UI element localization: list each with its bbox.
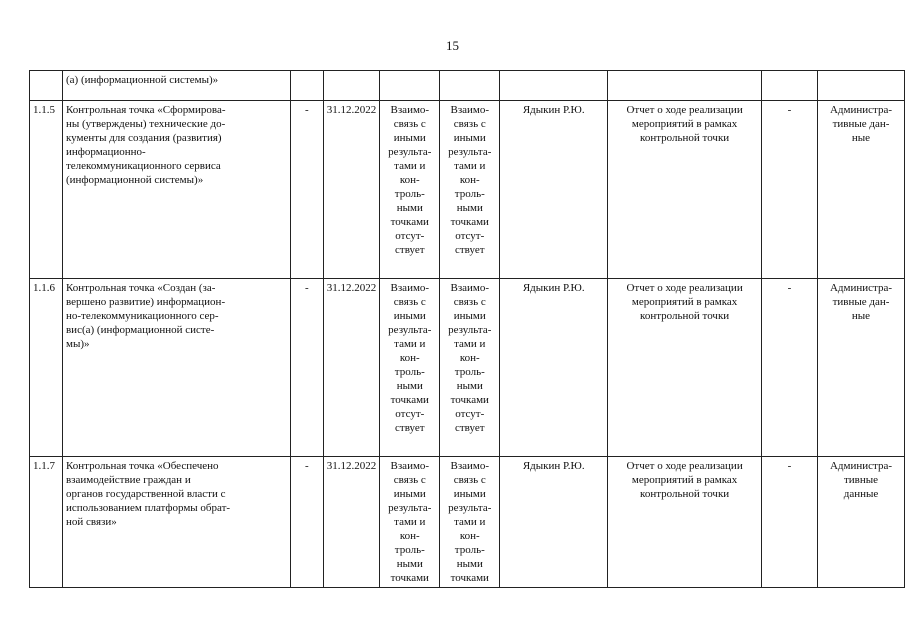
cell-link-out: Взаимо- связь с иными результа- тами и кон- троль- ными точками отсут- ствует — [440, 101, 500, 279]
cell-name: Контрольная точка «Сформирова- ны (утверждены) технические до- кументы для создания (развития) информационно- телекоммуникационного сервиса (информационной системы)» — [62, 101, 290, 279]
cell-dash: - — [762, 279, 818, 457]
cell-source: Администра- тивные дан- ные — [817, 279, 904, 457]
cell-link-in: Взаимо- связь с иными результа- тами и кон- троль- ными точками отсут- ствует — [380, 279, 440, 457]
cell-date: 31.12.2022 — [323, 101, 380, 279]
cell-person: Ядыкин Р.Ю. — [500, 279, 608, 457]
cell-link-out: Взаимо- связь с иными результа- тами и кон- троль- ными точками — [440, 457, 500, 588]
cell-link-in: Взаимо- связь с иными результа- тами и кон- троль- ными точками — [380, 457, 440, 588]
cell-document: Отчет о ходе реализации мероприятий в рамках контрольной точки — [608, 279, 762, 457]
table-row — [30, 457, 905, 588]
cell-dash: - — [290, 457, 323, 588]
page-number: 15 — [446, 38, 459, 53]
cell-source: Администра- тивные дан- ные — [817, 101, 904, 279]
cell-name: Контрольная точка «Создан (за- вершено развитие) информацион- но-телекоммуникационного сер- вис(а) (информационной систе- мы)» — [62, 279, 290, 457]
cell-number — [30, 71, 63, 101]
cell-person: Ядыкин Р.Ю. — [500, 101, 608, 279]
cell-number: 1.1.7 — [30, 457, 63, 588]
cell-document: Отчет о ходе реализации мероприятий в рамках контрольной точки — [608, 457, 762, 588]
cell-name: (а) (информационной системы)» — [62, 71, 290, 101]
cell-dash: - — [290, 279, 323, 457]
cell-link-in: Взаимо- связь с иными результа- тами и кон- троль- ными точками отсут- ствует — [380, 101, 440, 279]
cell-name: Контрольная точка «Обеспечено взаимодействие граждан и органов государственной власти с использованием платформы обрат- ной связи» — [62, 457, 290, 588]
cell-dash: - — [290, 101, 323, 279]
table-row-continued — [30, 71, 905, 101]
cell-link-out: Взаимо- связь с иными результа- тами и кон- троль- ными точками отсут- ствует — [440, 279, 500, 457]
cell-number: 1.1.6 — [30, 279, 63, 457]
cell-date: 31.12.2022 — [323, 457, 380, 588]
cell-date: 31.12.2022 — [323, 279, 380, 457]
cell-dash: - — [762, 457, 818, 588]
control-points-table — [29, 70, 905, 588]
cell-dash: - — [762, 101, 818, 279]
cell-person: Ядыкин Р.Ю. — [500, 457, 608, 588]
table-row — [30, 279, 905, 457]
table-row — [30, 101, 905, 279]
cell-document: Отчет о ходе реализации мероприятий в рамках контрольной точки — [608, 101, 762, 279]
cell-source: Администра- тивные данные — [817, 457, 904, 588]
cell-number: 1.1.5 — [30, 101, 63, 279]
